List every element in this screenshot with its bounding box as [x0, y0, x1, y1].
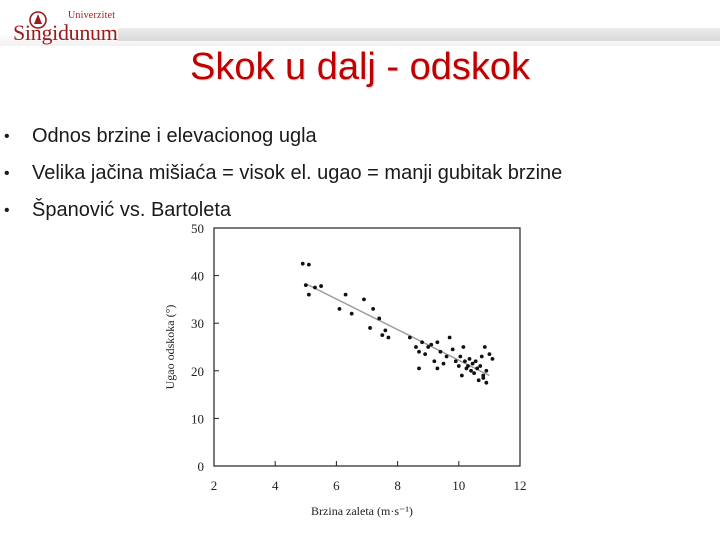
data-point: [380, 333, 384, 337]
bullet-dot: •: [4, 165, 10, 182]
bullet-text: Španović vs. Bartoleta: [32, 199, 231, 221]
data-point: [469, 369, 473, 373]
data-point: [414, 345, 418, 349]
axis-ticks: [214, 228, 520, 466]
bullet-item: [0, 118, 720, 155]
data-point: [319, 284, 323, 288]
data-point: [387, 336, 391, 340]
data-point: [457, 364, 461, 368]
data-point: [448, 336, 452, 340]
data-point: [451, 347, 455, 351]
bullet-item: [0, 155, 720, 192]
bullet-dot: •: [4, 202, 10, 219]
data-point: [313, 286, 317, 290]
data-point: [301, 262, 305, 266]
data-point: [383, 328, 387, 332]
data-point: [471, 362, 475, 366]
x-tick-label: 12: [513, 478, 527, 493]
data-point: [468, 357, 472, 361]
data-point: [423, 352, 427, 356]
trendline: [306, 284, 490, 376]
data-point: [435, 340, 439, 344]
data-point: [432, 359, 436, 363]
tick-labels: [191, 221, 527, 493]
data-point: [491, 357, 495, 361]
data-point: [304, 283, 308, 287]
x-axis-label: Brzina zaleta (m·s⁻¹): [311, 504, 413, 518]
bullet-text: Odnos brzine i elevacionog ugla: [32, 125, 317, 147]
data-points: [301, 262, 495, 385]
data-point: [439, 350, 443, 354]
data-point: [417, 367, 421, 371]
data-point: [483, 345, 487, 349]
data-point: [420, 340, 424, 344]
data-point: [408, 336, 412, 340]
bullet-text: Velika jačina mišiaća = visok el. ugao = manji gubitak brzine: [32, 162, 563, 184]
y-tick-label: 0: [197, 459, 204, 474]
scatter-chart: [150, 212, 540, 530]
data-point: [481, 376, 485, 380]
data-point: [472, 371, 476, 375]
university-logo: [8, 8, 118, 46]
data-point: [477, 378, 481, 382]
x-tick-label: 4: [271, 478, 279, 493]
header-rule: [118, 28, 720, 41]
logo-main-text: Singidunum: [13, 20, 118, 45]
y-tick-label: 40: [191, 268, 204, 284]
y-tick-label: 30: [191, 316, 204, 332]
data-point: [484, 369, 488, 373]
data-point: [344, 293, 348, 297]
x-tick-label: 6: [333, 478, 340, 493]
slide-title: Skok u dalj - odskok: [189, 46, 531, 88]
data-point: [475, 367, 479, 371]
data-point: [445, 355, 449, 359]
data-point: [429, 343, 433, 347]
data-point: [350, 312, 354, 316]
data-point: [307, 293, 311, 297]
data-point: [371, 307, 375, 311]
data-point: [435, 367, 439, 371]
data-point: [368, 326, 372, 330]
data-point: [463, 359, 467, 363]
data-point: [474, 359, 478, 363]
y-tick-label: 10: [191, 411, 204, 427]
data-point: [362, 298, 366, 302]
data-point: [484, 381, 488, 385]
data-point: [377, 317, 381, 321]
data-point: [442, 362, 446, 366]
logo-top-text: Univerzitet: [68, 10, 116, 21]
data-point: [466, 364, 470, 368]
data-point: [488, 352, 492, 356]
plot-frame: [214, 228, 520, 466]
data-point: [461, 345, 465, 349]
data-point: [417, 350, 421, 354]
x-tick-label: 10: [452, 478, 466, 493]
data-point: [338, 307, 342, 311]
data-point: [458, 355, 462, 359]
y-axis-label: Ugao odskoka (°): [163, 304, 177, 390]
x-tick-label: 8: [394, 478, 401, 493]
data-point: [426, 345, 430, 349]
data-point: [460, 374, 464, 378]
bullet-dot: •: [4, 128, 10, 145]
data-point: [454, 359, 458, 363]
data-point: [307, 263, 311, 267]
y-tick-label: 50: [191, 221, 204, 236]
x-tick-label: 2: [210, 478, 218, 493]
y-tick-label: 20: [191, 363, 204, 379]
data-point: [480, 355, 484, 359]
data-point: [478, 364, 482, 368]
